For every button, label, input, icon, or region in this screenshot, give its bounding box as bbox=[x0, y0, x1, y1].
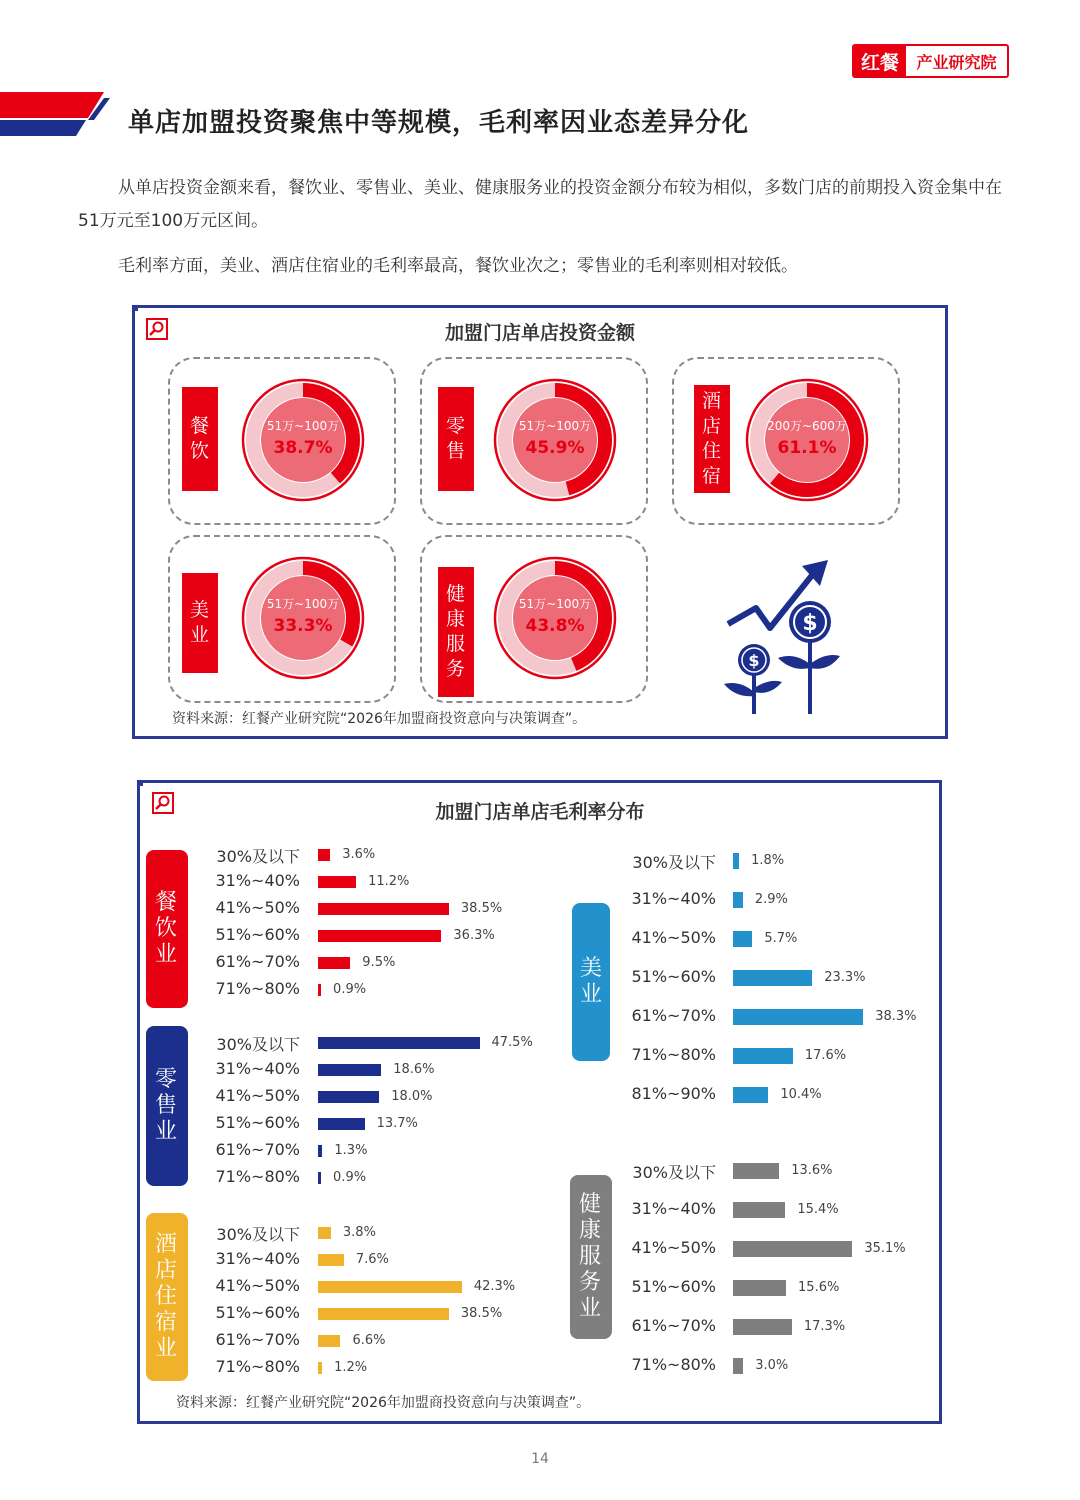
margin-value-label: 13.7% bbox=[376, 1116, 418, 1131]
margin-range-label: 51%~60% bbox=[215, 1113, 300, 1132]
investment-card-label: 健康服务 bbox=[438, 567, 474, 697]
margin-value-label: 0.9% bbox=[333, 982, 367, 997]
investment-donut bbox=[238, 375, 368, 505]
margin-range-label: 61%~70% bbox=[631, 1316, 716, 1335]
margin-bar bbox=[733, 1319, 792, 1335]
margin-range-label: 31%~40% bbox=[215, 1059, 300, 1078]
margin-value-label: 11.2% bbox=[368, 874, 410, 889]
margin-bar bbox=[318, 1362, 322, 1374]
donut-range-label: 51万~100万 bbox=[266, 597, 340, 611]
margin-bar bbox=[318, 1091, 379, 1103]
margin-range-label: 31%~40% bbox=[631, 1199, 716, 1218]
margin-bar bbox=[318, 984, 321, 996]
margin-value-label: 1.8% bbox=[751, 853, 785, 868]
donut-percent-label: 45.9% bbox=[525, 438, 585, 458]
margin-source-note: 资料来源：红餐产业研究院“2026年加盟商投资意向与决策调查”。 bbox=[176, 1395, 591, 1411]
margin-bar bbox=[318, 1172, 321, 1184]
margin-bar bbox=[733, 1163, 779, 1179]
margin-category-label: 餐饮业 bbox=[146, 850, 188, 1008]
margin-bar bbox=[318, 1281, 462, 1293]
margin-bar bbox=[733, 1358, 743, 1374]
margin-range-label: 51%~60% bbox=[215, 925, 300, 944]
margin-range-label: 30%及以下 bbox=[632, 1163, 716, 1182]
donut-range-label: 51万~100万 bbox=[518, 419, 592, 433]
investment-donut bbox=[742, 375, 872, 505]
investment-card-label: 美业 bbox=[182, 573, 218, 673]
margin-bar bbox=[733, 1009, 863, 1025]
margin-value-label: 13.6% bbox=[791, 1163, 833, 1178]
margin-value-label: 0.9% bbox=[333, 1170, 367, 1185]
donut-range-label: 51万~100万 bbox=[518, 597, 592, 611]
margin-value-label: 7.6% bbox=[355, 1252, 389, 1267]
margin-bar bbox=[318, 930, 441, 942]
margin-range-label: 41%~50% bbox=[215, 1086, 300, 1105]
margin-bar bbox=[318, 876, 356, 888]
margin-range-label: 30%及以下 bbox=[216, 1225, 300, 1244]
investment-donut bbox=[490, 553, 620, 683]
donut-percent-label: 33.3% bbox=[273, 616, 333, 636]
investment-panel-title: 加盟门店单店投资金额 bbox=[444, 322, 635, 344]
margin-value-label: 3.0% bbox=[755, 1358, 789, 1373]
margin-bar bbox=[318, 1335, 340, 1347]
margin-bar bbox=[318, 957, 350, 969]
margin-value-label: 23.3% bbox=[824, 970, 866, 985]
donut-range-label: 200万~600万 bbox=[767, 419, 847, 433]
investment-card-label: 零售 bbox=[438, 387, 474, 491]
margin-value-label: 3.8% bbox=[342, 1225, 376, 1240]
margin-value-label: 18.0% bbox=[391, 1089, 433, 1104]
margin-range-label: 41%~50% bbox=[215, 898, 300, 917]
svg-text:$: $ bbox=[748, 651, 760, 670]
margin-range-label: 51%~60% bbox=[631, 967, 716, 986]
margin-bar bbox=[733, 1280, 786, 1296]
margin-value-label: 9.5% bbox=[362, 955, 396, 970]
margin-range-label: 71%~80% bbox=[215, 979, 300, 998]
margin-range-label: 51%~60% bbox=[215, 1303, 300, 1322]
margin-range-label: 30%及以下 bbox=[216, 1035, 300, 1054]
margin-range-label: 41%~50% bbox=[631, 1238, 716, 1257]
margin-value-label: 5.7% bbox=[764, 931, 798, 946]
margin-range-label: 81%~90% bbox=[631, 1084, 716, 1103]
margin-bar bbox=[318, 1308, 449, 1320]
margin-bar bbox=[318, 903, 449, 915]
margin-bar bbox=[733, 1241, 852, 1257]
margin-bar bbox=[733, 1048, 793, 1064]
margin-bar bbox=[318, 1227, 331, 1239]
margin-category-label: 美业 bbox=[572, 903, 610, 1061]
margin-bar bbox=[733, 1202, 785, 1218]
margin-category-label: 酒店住宿业 bbox=[146, 1213, 188, 1381]
margin-bar bbox=[733, 1087, 768, 1103]
investment-source-note: 资料来源：红餐产业研究院“2026年加盟商投资意向与决策调查”。 bbox=[172, 711, 587, 727]
margin-range-label: 71%~80% bbox=[631, 1355, 716, 1374]
margin-range-label: 30%及以下 bbox=[632, 853, 716, 872]
margin-value-label: 42.3% bbox=[473, 1279, 516, 1294]
margin-value-label: 17.6% bbox=[804, 1048, 847, 1063]
logo-mark: 红餐 bbox=[854, 46, 906, 76]
margin-range-label: 31%~40% bbox=[215, 1249, 300, 1268]
intro-paragraph: 从单店投资金额来看，餐饮业、零售业、美业、健康服务业的投资金额分布较为相似，多数门店的前期投入资金集中在51万元至100万元区间。 bbox=[78, 178, 1002, 231]
margin-bar bbox=[733, 892, 743, 908]
margin-bar bbox=[733, 853, 739, 869]
margin-value-label: 17.3% bbox=[803, 1319, 846, 1334]
investment-donut bbox=[490, 375, 620, 505]
margin-bar bbox=[733, 931, 752, 947]
investment-card-label: 餐饮 bbox=[182, 387, 218, 491]
margin-range-label: 61%~70% bbox=[631, 1006, 716, 1025]
investment-donut bbox=[238, 553, 368, 683]
margin-value-label: 10.4% bbox=[780, 1087, 822, 1102]
margin-range-label: 31%~40% bbox=[631, 889, 716, 908]
margin-value-label: 38.3% bbox=[875, 1009, 917, 1024]
margin-value-label: 38.5% bbox=[460, 901, 503, 916]
margin-range-label: 31%~40% bbox=[215, 871, 300, 890]
margin-category-label: 健康服务业 bbox=[570, 1175, 612, 1339]
margin-value-label: 36.3% bbox=[453, 928, 495, 943]
investment-card-label: 酒店住宿 bbox=[694, 385, 730, 493]
margin-value-label: 3.6% bbox=[342, 847, 376, 862]
page-number: 14 bbox=[531, 1451, 549, 1467]
margin-bar bbox=[318, 1037, 480, 1049]
logo-text: 产业研究院 bbox=[916, 52, 997, 72]
margin-value-label: 2.9% bbox=[754, 892, 788, 907]
margin-value-label: 1.3% bbox=[334, 1143, 368, 1158]
margin-range-label: 71%~80% bbox=[215, 1167, 300, 1186]
margin-paragraph: 毛利率方面，美业、酒店住宿业的毛利率最高，餐饮业次之；零售业的毛利率则相对较低。 bbox=[118, 256, 798, 276]
margin-bar bbox=[733, 970, 812, 986]
margin-range-label: 51%~60% bbox=[631, 1277, 716, 1296]
margin-range-label: 41%~50% bbox=[215, 1276, 300, 1295]
margin-bar bbox=[318, 1064, 381, 1076]
svg-text:$: $ bbox=[802, 611, 818, 636]
margin-value-label: 35.1% bbox=[864, 1241, 906, 1256]
margin-value-label: 1.2% bbox=[334, 1360, 368, 1375]
margin-range-label: 30%及以下 bbox=[216, 847, 300, 866]
money-growth-icon bbox=[718, 556, 843, 720]
donut-percent-label: 38.7% bbox=[273, 438, 333, 458]
margin-bar bbox=[318, 1254, 344, 1266]
margin-range-label: 61%~70% bbox=[215, 952, 300, 971]
margin-range-label: 41%~50% bbox=[631, 928, 716, 947]
margin-category-label: 零售业 bbox=[146, 1026, 188, 1186]
margin-value-label: 15.4% bbox=[797, 1202, 839, 1217]
margin-value-label: 38.5% bbox=[460, 1306, 503, 1321]
donut-percent-label: 61.1% bbox=[777, 438, 837, 458]
margin-bar bbox=[318, 1118, 365, 1130]
title-banner-decoration bbox=[0, 92, 110, 136]
margin-range-label: 71%~80% bbox=[215, 1357, 300, 1376]
page-title: 单店加盟投资聚焦中等规模，毛利率因业态差异分化 bbox=[128, 108, 750, 138]
margin-value-label: 18.6% bbox=[393, 1062, 435, 1077]
margin-value-label: 6.6% bbox=[352, 1333, 386, 1348]
margin-range-label: 61%~70% bbox=[215, 1330, 300, 1349]
donut-range-label: 51万~100万 bbox=[266, 419, 340, 433]
brand-logo bbox=[852, 44, 1009, 78]
margin-value-label: 15.6% bbox=[798, 1280, 840, 1295]
margin-value-label: 47.5% bbox=[491, 1035, 533, 1050]
margin-range-label: 71%~80% bbox=[631, 1045, 716, 1064]
margin-bar bbox=[318, 849, 330, 861]
donut-percent-label: 43.8% bbox=[525, 616, 585, 636]
margin-panel-title: 加盟门店单店毛利率分布 bbox=[435, 801, 645, 823]
margin-range-label: 61%~70% bbox=[215, 1140, 300, 1159]
margin-bar bbox=[318, 1145, 322, 1157]
